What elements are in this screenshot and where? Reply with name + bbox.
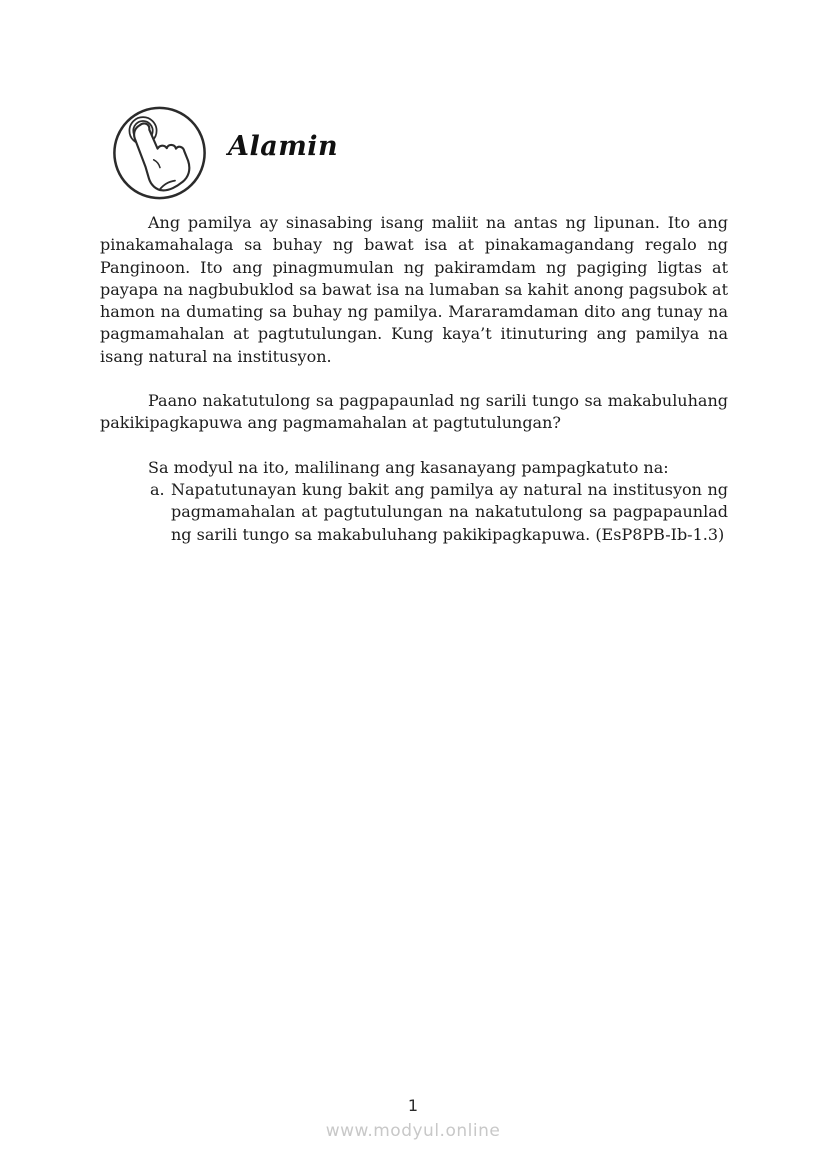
page-number: 1 xyxy=(407,1096,419,1115)
lead-in-text: Sa modyul na ito, malilinang ang kasanayang pampagkatuto na: xyxy=(148,457,669,477)
watermark-text: www.modyul.online xyxy=(325,1121,501,1141)
body-content xyxy=(100,212,728,546)
objective-item xyxy=(150,479,728,546)
intro-paragraph: Ang pamilya ay sinasabing isang maliit na antas ng lipunan. Ito ang pinakamahalaga sa buhay ng bawat isa at pinakamagandang regalo ng Panginoon. Ito ang pinagmumulan ng pakiramdam ng pagiging ligtas at payapa na nagbubuklod sa bawat isa na lumaban sa kahit anong pagsubok at hamon na dumating sa buhay ng pamilya. Mararamdaman dito ang tunay na pagmamahalan at pagtutulungan. Kung kaya’t itinuturing ang pamilya na isang natural na institusyon. xyxy=(100,213,728,366)
tap-hand-icon xyxy=(111,103,208,203)
page-title: Alamin xyxy=(228,130,339,162)
guide-question-paragraph: Paano nakatutulong sa pagpapaunlad ng sarili tungo sa makabuluhang pakikipagkapuwa ang pagmamahalan at pagtutulungan? xyxy=(100,391,728,433)
objective-text: Napatutunayan kung bakit ang pamilya ay natural na institusyon ng pagmamahalan at pagtutulungan na nakatutulong sa pagpapaunlad ng sarili tungo sa makabuluhang pakikipagkapuwa. (EsP8PB-Ib-1.3) xyxy=(171,479,728,544)
section-header xyxy=(111,103,338,203)
objective-marker: a. xyxy=(150,479,165,499)
